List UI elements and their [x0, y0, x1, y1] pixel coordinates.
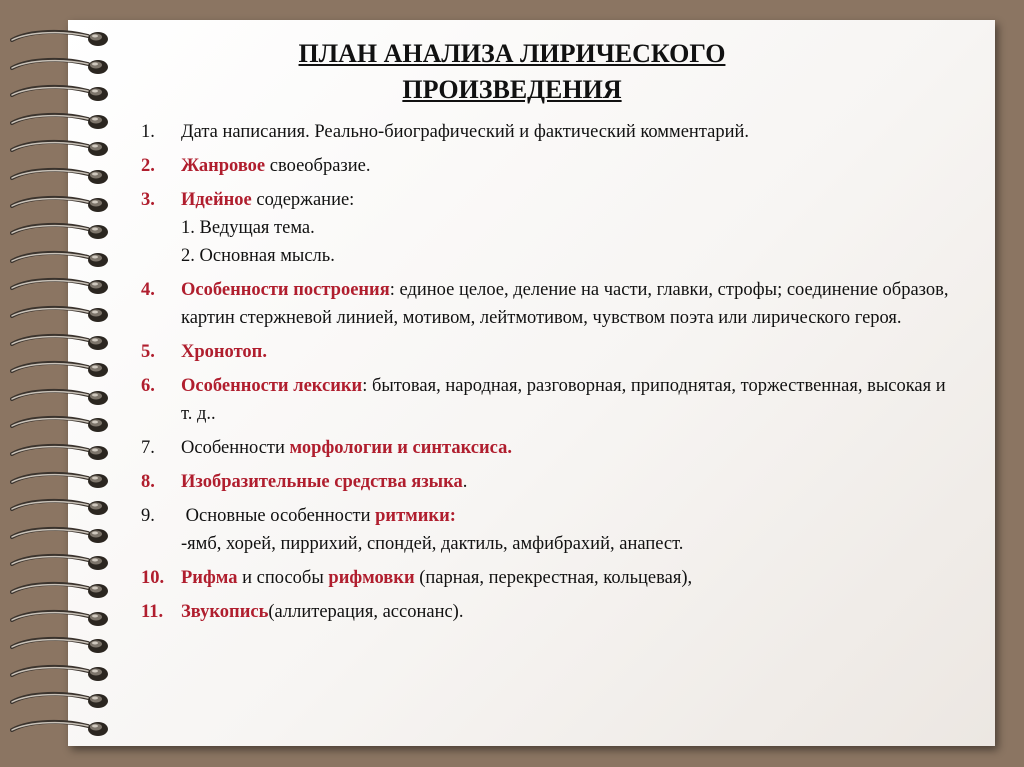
analysis-plan-list	[141, 118, 961, 626]
spiral-ring	[10, 138, 110, 160]
spiral-ring	[10, 552, 110, 574]
spiral-ring	[10, 276, 110, 298]
item-number: 6.	[141, 376, 155, 396]
item-text: своеобразие.	[265, 156, 371, 176]
sub-item: -ямб, хорей, пиррихий, спондей, дактиль, амфибрахий, анапест.	[181, 534, 684, 554]
item-number: 11.	[141, 602, 164, 622]
list-item	[141, 372, 961, 428]
spiral-binding	[0, 0, 120, 767]
item-highlight: морфологии и синтаксиса.	[289, 438, 512, 458]
page-title	[0, 36, 1024, 108]
item-text: : бытовая, народная, разговорная, приподнятая, торжественная, высокая и т. д..	[181, 376, 946, 424]
spiral-ring	[10, 470, 110, 492]
item-text: содержание:	[251, 190, 355, 210]
item-highlight: Жанровое	[181, 156, 266, 176]
spiral-ring	[10, 414, 110, 436]
item-highlight: Рифма	[181, 568, 238, 588]
spiral-ring	[10, 718, 110, 740]
spiral-ring	[10, 249, 110, 271]
item-highlight: Изобразительные средства языка	[181, 472, 463, 492]
spiral-ring	[10, 663, 110, 685]
item-text: (парная, перекрестная, кольцевая),	[414, 568, 693, 588]
list-item	[141, 598, 961, 626]
item-text: Дата написания. Реально-биографический и фактический комментарий.	[181, 122, 750, 142]
spiral-ring	[10, 635, 110, 657]
title-line-1: ПЛАН АНАЛИЗА ЛИРИЧЕСКОГО	[298, 39, 726, 68]
spiral-ring	[10, 166, 110, 188]
list-item	[141, 186, 961, 270]
spiral-ring	[10, 580, 110, 602]
item-text: Основные особенности	[181, 506, 376, 526]
item-highlight: Звукопись	[181, 602, 269, 622]
list-item	[141, 152, 961, 180]
spiral-ring	[10, 359, 110, 381]
item-text: (аллитерация, ассонанс).	[268, 602, 464, 622]
list-item	[141, 468, 961, 496]
list-item	[141, 502, 961, 558]
item-number: 2.	[141, 156, 155, 176]
spiral-ring	[10, 690, 110, 712]
list-item	[141, 434, 961, 462]
spiral-ring	[10, 387, 110, 409]
item-number: 7.	[141, 438, 155, 458]
spiral-ring	[10, 525, 110, 547]
item-number: 5.	[141, 342, 155, 362]
spiral-ring	[10, 221, 110, 243]
list-item	[141, 564, 961, 592]
spiral-ring	[10, 332, 110, 354]
item-number: 4.	[141, 280, 155, 300]
item-text: .	[462, 472, 468, 492]
list-item	[141, 338, 961, 366]
item-number: 8.	[141, 472, 155, 492]
item-highlight: Особенности построения	[181, 280, 390, 300]
item-highlight: рифмовки	[328, 568, 415, 588]
spiral-ring	[10, 111, 110, 133]
item-text: : единое целое, деление на части, главки, строфы; соединение образов, картин стержневой линией, мотивом, лейтмотивом, чувством поэта или лирического героя.	[181, 280, 949, 328]
item-highlight: Хронотоп.	[181, 342, 267, 362]
item-highlight: Идейное	[181, 190, 252, 210]
item-highlight: ритмики:	[375, 506, 456, 526]
item-highlight: Особенности лексики	[181, 376, 363, 396]
spiral-ring	[10, 304, 110, 326]
spiral-ring	[10, 194, 110, 216]
list-item	[141, 276, 961, 332]
item-number: 10.	[141, 568, 165, 588]
item-number: 1.	[141, 122, 155, 142]
spiral-ring	[10, 442, 110, 464]
sub-item: 1. Ведущая тема.	[181, 218, 315, 238]
list-item	[141, 118, 961, 146]
sub-item: 2. Основная мысль.	[181, 246, 335, 266]
item-text: Особенности	[181, 438, 290, 458]
spiral-ring	[10, 608, 110, 630]
spiral-ring	[10, 497, 110, 519]
item-text: и способы	[237, 568, 329, 588]
item-number: 9.	[141, 506, 155, 526]
item-number: 3.	[141, 190, 155, 210]
title-line-2: ПРОИЗВЕДЕНИЯ	[402, 75, 622, 104]
